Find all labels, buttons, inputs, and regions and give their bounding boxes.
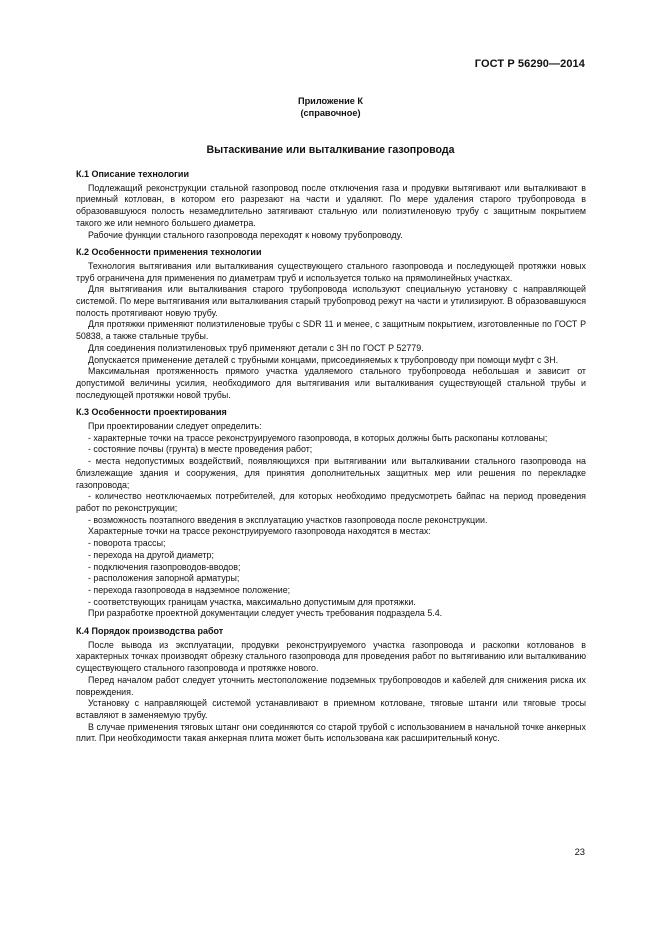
list-item: - соответствующих границам участка, максимально допустимым для протяжки. bbox=[88, 596, 416, 607]
paragraph: Для вытягивания или выталкивания старого трубопровода используют специальную установку с направляющей системой. По мере вытягивания или выталкивания старый трубопровод режут на части и утилизируют. В образовавшуюся полость протягивают новую трубу. bbox=[76, 284, 586, 318]
list-item: - характерные точки на трассе реконструируемого газопровода, в которых должны быть раскопаны котлованы; bbox=[88, 432, 548, 443]
appendix-label: Приложение К bbox=[297, 96, 364, 106]
paragraph: Допускается применение деталей с трубными концами, присоединяемых к трубопроводу при помощи муфт с ЗН. bbox=[88, 354, 559, 365]
section-heading: К.4 Порядок производства работ bbox=[76, 626, 224, 637]
standard-number: ГОСТ Р 56290—2014 bbox=[474, 58, 585, 70]
paragraph: При разработке проектной документации следует учесть требования подраздела 5.4. bbox=[88, 608, 443, 619]
list-item: - подключения газопроводов-вводов; bbox=[88, 561, 241, 572]
paragraph: Технология вытягивания или выталкивания существующего стального газопровода и последующей протяжки новых труб ограничена для применения по диаметрам труб и используется только на прямолинейных участках. bbox=[76, 260, 586, 283]
section-k4 bbox=[76, 626, 586, 745]
page-number: 23 bbox=[574, 846, 585, 857]
paragraph: Перед началом работ следует уточнить местоположение подземных трубопроводов и кабелей для снижения риска их повреждения. bbox=[76, 674, 586, 697]
document-title: Вытаскивание или выталкивание газопровода bbox=[206, 144, 455, 156]
paragraph: Установку с направляющей системой устанавливают в приемном котловане, тяговые штанги или тяговые тросы вставляют в заменяемую трубу. bbox=[76, 698, 586, 720]
list-item: - перехода на другой диаметр; bbox=[88, 549, 214, 560]
paragraph: При проектировании следует определить: bbox=[88, 421, 262, 432]
section-k3 bbox=[76, 407, 586, 620]
paragraph: Максимальная протяженность прямого участка удаляемого стального трубопровода небольшая и зависит от допустимой величины усилия, необходимого для вытягивания или выталкивания существующей стальной трубы и последующей протяжки новой трубы. bbox=[76, 366, 586, 400]
paragraph: Для соединения полиэтиленовых труб применяют детали с ЗН по ГОСТ Р 52779. bbox=[88, 342, 424, 353]
section-k2 bbox=[76, 247, 586, 401]
paragraph: Характерные точки на трассе реконструируемого газопровода находятся в местах: bbox=[88, 526, 431, 537]
document-body bbox=[76, 169, 586, 751]
list-item: - состояние почвы (грунта) в месте проведения работ; bbox=[88, 444, 313, 455]
list-item: - поворота трассы; bbox=[88, 538, 166, 549]
section-heading: К.2 Особенности применения технологии bbox=[76, 247, 262, 258]
appendix-type: (справочное) bbox=[300, 107, 361, 118]
section-heading: К.3 Особенности проектирования bbox=[76, 407, 227, 418]
section-heading: К.1 Описание технологии bbox=[76, 169, 189, 179]
appendix-heading bbox=[0, 96, 661, 119]
list-item: - количество неотключаемых потребителей, для которых необходимо предусмотреть байпас на период проведения работ по реконструкции; bbox=[76, 491, 586, 513]
list-item: - возможность поэтапного введения в эксплуатацию участков газопровода после реконструкции. bbox=[88, 514, 488, 525]
paragraph: Для протяжки применяют полиэтиленовые трубы с SDR 11 и менее, с защитным покрытием, изготовленные по ГОСТ Р 50838, а также стальные трубы. bbox=[76, 319, 586, 342]
section-k1 bbox=[76, 169, 586, 241]
paragraph: В случае применения тяговых штанг они соединяются со старой трубой с использованием в начальной точке анкерных плит. При необходимости такая анкерная плита может быть использована как расширительный конус. bbox=[76, 721, 586, 744]
paragraph: После вывода из эксплуатации, продувки реконструируемого участка газопровода и раскопки котлованов в характерных точках производят обрезку стального газопровода для проведения работ по вытягиванию или выталкиванию существующего стального газопровода и протяжке нового. bbox=[76, 639, 586, 674]
list-item: - места недопустимых воздействий, появляющихся при вытягивании или выталкивании стального газопровода на близлежащие здания и сооружения, для принятия дополнительных защитных мер или решения по перекладке газопровода; bbox=[76, 456, 586, 490]
list-item: - расположения запорной арматуры; bbox=[88, 573, 240, 584]
paragraph: Подлежащий реконструкции стальной газопровод после отключения газа и продувки вытягивают или выталкивают в приемный котлован, в котором его разрезают на части и удаляют. По мере удаления старого трубопровода в образовавшуюся полость незамедлительно затягивают стальную или полиэтиленовую трубу с защитным покрытием такого же или немного большего диаметра. bbox=[76, 182, 586, 228]
list-item: - перехода газопровода в надземное положение; bbox=[88, 584, 291, 595]
paragraph: Рабочие функции стального газопровода переходят к новому трубопроводу. bbox=[88, 229, 403, 240]
